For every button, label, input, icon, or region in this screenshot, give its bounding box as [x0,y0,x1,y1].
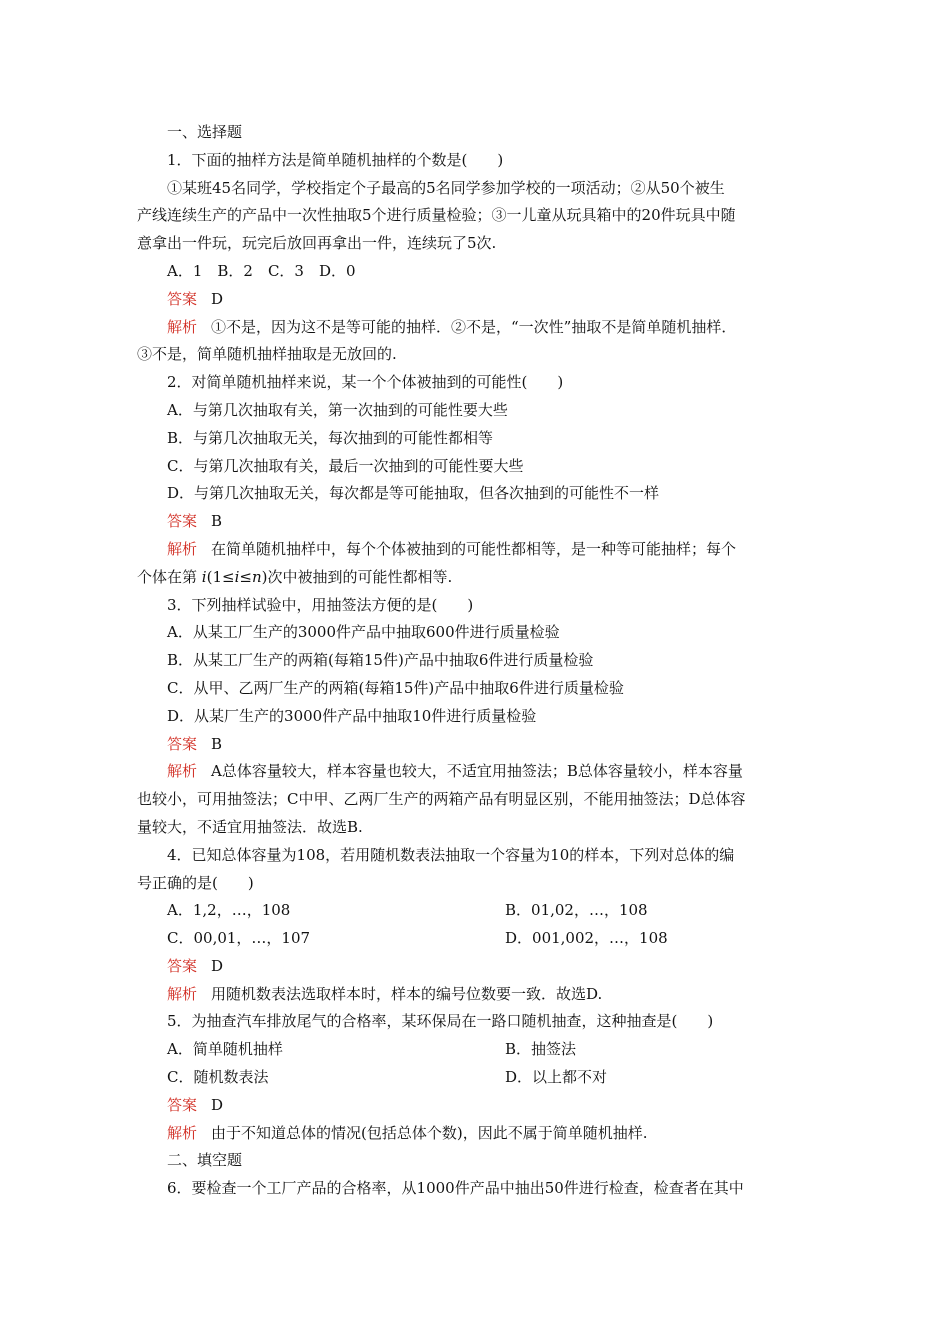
answer-label: 答案 [167,735,198,753]
q1-options: A．1 B．2 C．3 D．0 [167,262,356,280]
q3-answer [167,734,222,754]
analysis-label: 解析 [167,540,198,558]
analysis-label: 解析 [167,762,198,780]
section-title-fill: 二、填空题 [167,1151,243,1169]
analysis-text: 用随机数表法选取样本时，样本的编号位数要一致．故选D. [211,985,603,1003]
q2-option-d: D．与第几次抽取无关，每次都是等可能抽取，但各次抽到的可能性不一样 [167,484,660,502]
q1-stem: 1．下面的抽样方法是简单随机抽样的个数是( ) [167,151,504,169]
q2-analysis [167,539,736,559]
q3-option-b: B．从某工厂生产的两箱(每箱15件)产品中抽取6件进行质量检验 [167,651,594,669]
analysis-label: 解析 [167,985,198,1003]
analysis-text: 在简单随机抽样中，每个个体被抽到的可能性都相等，是一种等可能抽样；每个 [211,540,737,558]
q5-option-a: A．简单随机抽样 [167,1040,283,1058]
q2-option-b: B．与第几次抽取无关，每次抽到的可能性都相等 [167,429,494,447]
variable-i: i [201,568,207,586]
answer-value: D [211,290,224,308]
q2-option-a: A．与第几次抽取有关，第一次抽到的可能性要大些 [167,401,508,419]
q2-answer [167,511,222,531]
variable-i: i [234,568,240,586]
variable-n: n [251,568,262,586]
q4-option-b: B．01,02，…，108 [505,901,648,919]
answer-value: B [211,512,223,530]
q5-option-c: C．随机数表法 [167,1068,269,1086]
q3-option-c: C．从甲、乙两厂生产的两箱(每箱15件)产品中抽取6件进行质量检验 [167,679,624,697]
q3-analysis [167,761,743,781]
q5-stem: 5．为抽查汽车排放尾气的合格率，某环保局在一路口随机抽查，这种抽查是( ) [167,1012,714,1030]
answer-label: 答案 [167,957,198,975]
q3-option-d: D．从某厂生产的3000件产品中抽取10件进行质量检验 [167,707,537,725]
q4-stem-line: 号正确的是( ) [137,874,254,892]
analysis-text: ①不是，因为这不是等可能的抽样．②不是，“一次性”抽取不是简单随机抽样． [211,318,737,336]
q2-option-c: C．与第几次抽取有关，最后一次抽到的可能性要大些 [167,457,524,475]
q1-answer [167,289,223,309]
answer-label: 答案 [167,512,198,530]
q3-analysis-line: 量较大，不适宜用抽签法．故选B. [137,818,363,836]
q4-answer [167,956,223,976]
answer-label: 答案 [167,1096,198,1114]
analysis-text: (1≤ [206,568,235,586]
q1-body-line: ①某班45名同学，学校指定个子最高的5名同学参加学校的一项活动；②从50个被生 [167,179,725,197]
q4-option-c: C．00,01，…，107 [167,929,311,947]
answer-value: D [211,957,224,975]
analysis-text: 个体在第 [137,568,198,586]
section-title-choice: 一、选择题 [167,123,243,141]
q1-analysis-line: ③不是，简单随机抽样抽取是无放回的. [137,345,397,363]
q5-analysis [167,1123,648,1143]
q1-body-line: 意拿出一件玩，玩完后放回再拿出一件，连续玩了5次. [137,234,497,252]
answer-label: 答案 [167,290,198,308]
q4-option-a: A．1,2，…，108 [167,901,291,919]
analysis-label: 解析 [167,318,198,336]
q3-stem: 3．下列抽样试验中，用抽签法方便的是( ) [167,596,474,614]
q4-stem: 4．已知总体容量为108，若用随机数表法抽取一个容量为10的样本，下列对总体的编 [167,846,735,864]
answer-value: D [211,1096,224,1114]
analysis-text: A总体容量较大，样本容量也较大，不适宜用抽签法；B总体容量较小，样本容量 [211,762,743,780]
analysis-text: 由于不知道总体的情况(包括总体个数)，因此不属于简单随机抽样. [211,1124,648,1142]
q1-analysis [167,317,736,337]
analysis-text: )次中被抽到的可能性都相等. [261,568,453,586]
analysis-label: 解析 [167,1124,198,1142]
q3-analysis-line: 也较小，可用抽签法；C中甲、乙两厂生产的两箱产品有明显区别，不能用抽签法；D总体容 [137,790,746,808]
q6-stem: 6．要检查一个工厂产品的合格率，从1000件产品中抽出50件进行检查，检查者在其中 [167,1179,744,1197]
q5-answer [167,1095,223,1115]
q2-stem: 2．对简单随机抽样来说，某一个个体被抽到的可能性( ) [167,373,564,391]
q3-option-a: A．从某工厂生产的3000件产品中抽取600件进行质量检验 [167,623,560,641]
q4-analysis [167,984,602,1004]
q5-option-d: D．以上都不对 [505,1068,608,1086]
q1-body-line: 产线连续生产的产品中一次性抽取5个进行质量检验；③一儿童从玩具箱中的20件玩具中随 [137,206,736,224]
q2-analysis-line [137,567,452,587]
analysis-text: ≤ [239,568,252,586]
q5-option-b: B．抽签法 [505,1040,577,1058]
q4-option-d: D．001,002，…，108 [505,929,668,947]
answer-value: B [211,735,223,753]
